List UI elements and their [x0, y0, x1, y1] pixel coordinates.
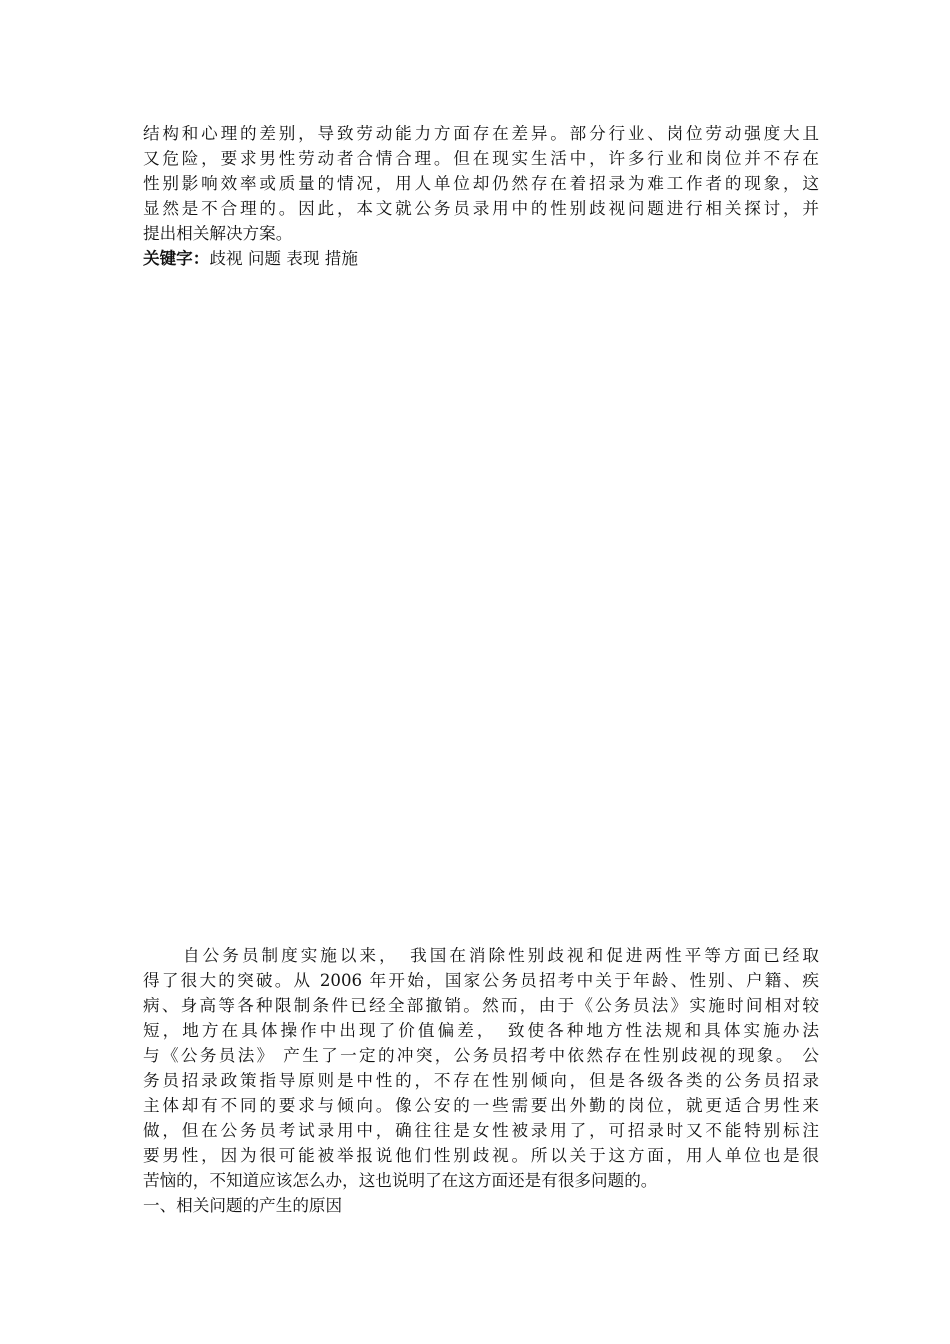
body-line: 做，但在公务员考试录用中，确往往是女性被录用了，可招录时又不能特别标注	[143, 1121, 819, 1140]
abstract-line: 性别影响效率或质量的情况，用人单位却仍然存在着招录为难工作者的现象，这	[143, 174, 819, 193]
abstract-line: 提出相关解决方案。	[143, 224, 293, 243]
body-line: 得了很大的突破。从 2006 年开始，国家公务员招考中关于年龄、性别、户籍、疾	[143, 971, 819, 990]
body-block	[143, 943, 819, 1218]
body-line: 主体却有不同的要求与倾向。像公安的一些需要出外勤的岗位，就更适合男性来	[143, 1096, 819, 1115]
abstract-line: 又危险，要求男性劳动者合情合理。但在现实生活中，许多行业和岗位并不存在	[143, 149, 819, 168]
abstract-line: 结构和心理的差别，导致劳动能力方面存在差异。部分行业、岗位劳动强度大且	[143, 124, 819, 143]
body-line: 要男性，因为很可能被举报说他们性别歧视。所以关于这方面，用人单位也是很	[143, 1146, 819, 1165]
abstract-line: 显然是不合理的。因此，本文就公务员录用中的性别歧视问题进行相关探讨，并	[143, 199, 819, 218]
body-line: 短，地方在具体操作中出现了价值偏差， 致使各种地方性法规和具体实施办法	[143, 1021, 819, 1040]
body-line: 病、身高等各种限制条件已经全部撤销。然而，由于《公务员法》实施时间相对较	[143, 996, 819, 1015]
section-heading: 一、相关问题的产生的原因	[143, 1196, 343, 1215]
body-line: 苦恼的，不知道应该怎么办，这也说明了在这方面还是有很多问题的。	[143, 1171, 658, 1190]
body-line: 务员招录政策指导原则是中性的，不存在性别倾向，但是各级各类的公务员招录	[143, 1071, 819, 1090]
abstract-block	[143, 121, 819, 271]
keywords-value: 歧视 问题 表现 措施	[209, 249, 358, 268]
keywords-label: 关键字：	[143, 249, 210, 268]
keywords-row	[143, 246, 819, 271]
body-line: 与《公务员法》 产生了一定的冲突，公务员招考中依然存在性别歧视的现象。 公	[143, 1046, 819, 1065]
body-line: 自公务员制度实施以来， 我国在消除性别歧视和促进两性平等方面已经取	[183, 946, 819, 965]
